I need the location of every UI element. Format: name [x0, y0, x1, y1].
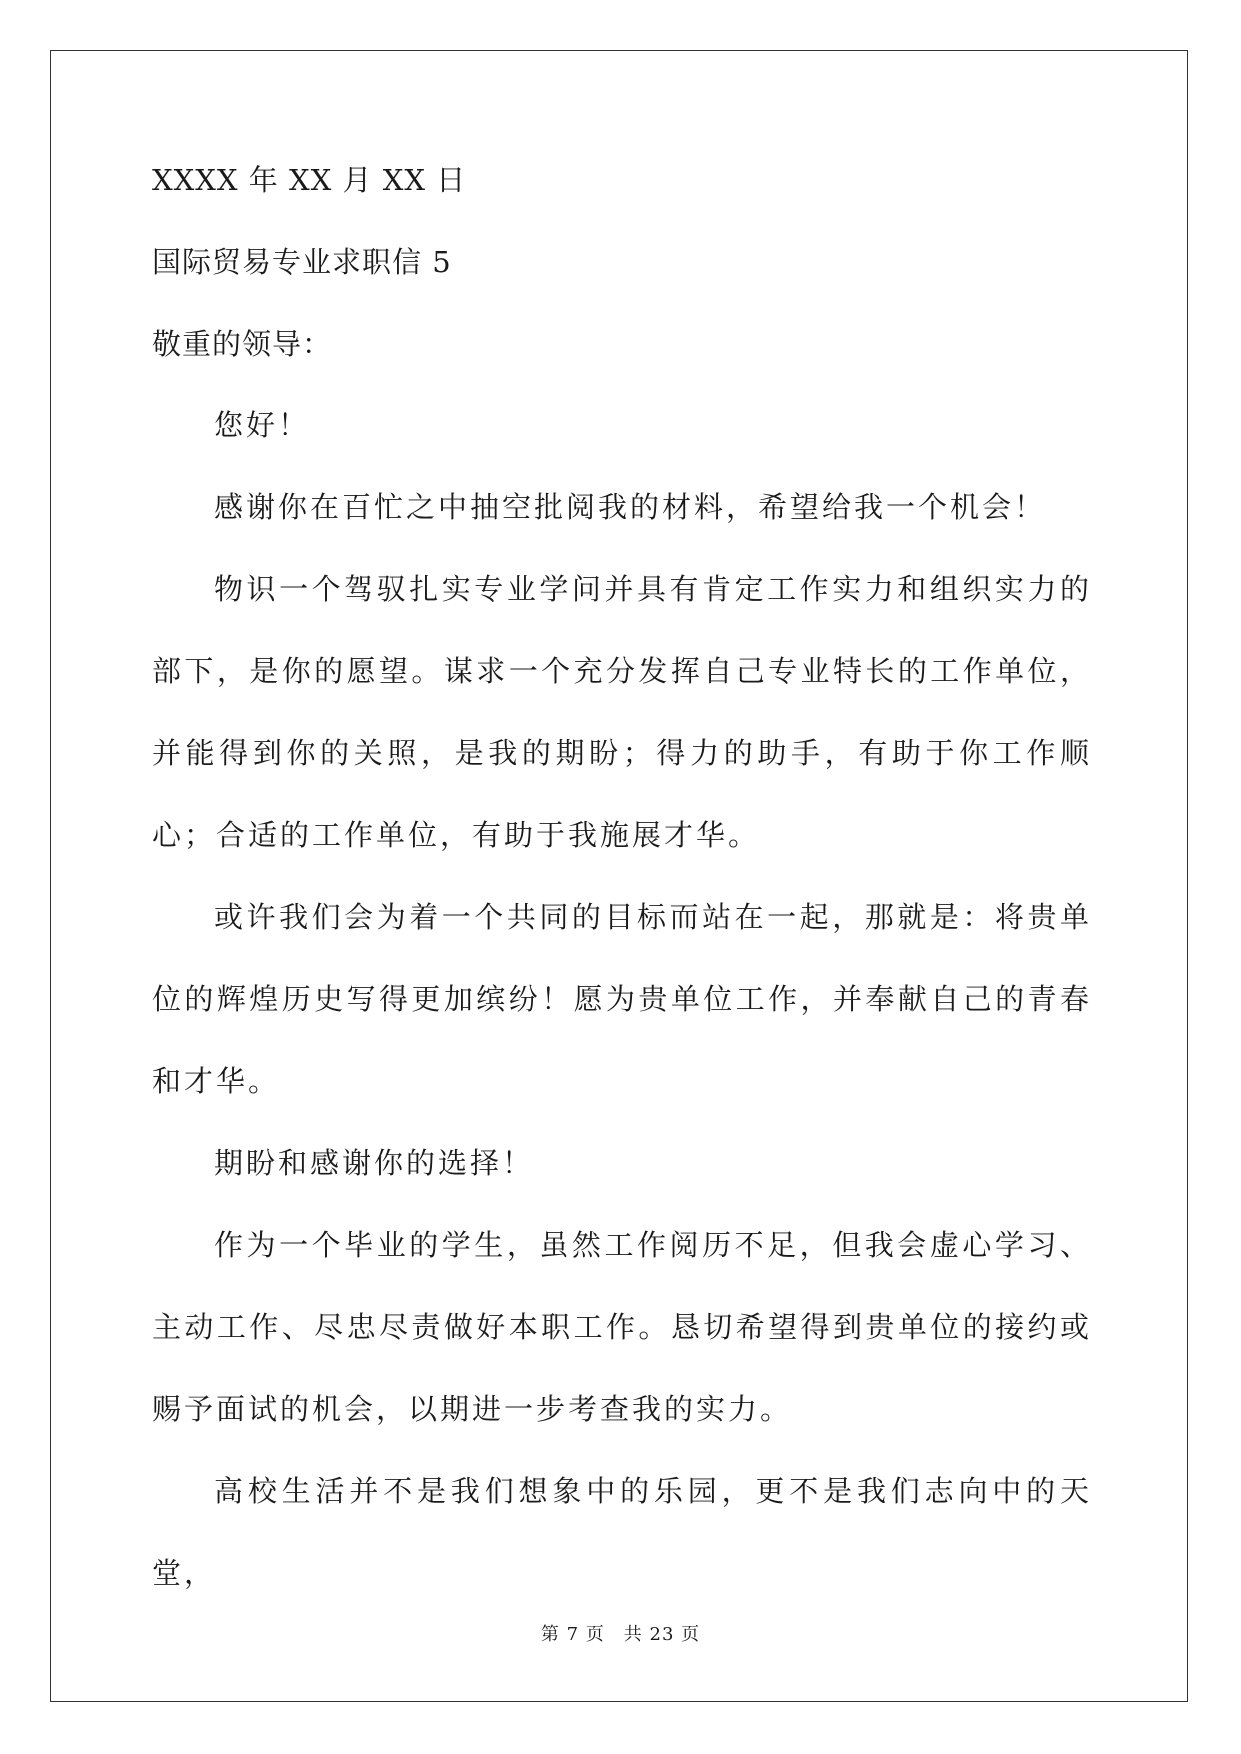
document-title: 国际贸易专业求职信 5 — [152, 245, 452, 279]
paragraph-greeting: 您好！ — [214, 408, 311, 442]
paragraph-thanks: 感谢你在百忙之中抽空批阅我的材料，希望给我一个机会！ — [214, 490, 1047, 524]
paragraph-university-life: 高校生活并不是我们想象中的乐园，更不是我们志向中的天堂， — [152, 1474, 1092, 1590]
paragraph-commitment: 作为一个毕业的学生，虽然工作阅历不足，但我会虚心学习、主动工作、尽忠尽责做好本职工作。恳切希望得到贵单位的接约或赐予面试的机会，以期进一步考查我的实力。 — [152, 1228, 1092, 1426]
paragraph-goal: 或许我们会为着一个共同的目标而站在一起，那就是：将贵单位的辉煌历史写得更加缤纷！愿为贵单位工作，并奉献自己的青春和才华。 — [152, 900, 1092, 1098]
document-body — [152, 160, 1092, 1614]
salutation: 敬重的领导： — [152, 327, 333, 361]
paragraph-wish: 物识一个驾驭扎实专业学问并具有肯定工作实力和组织实力的部下，是你的愿望。谋求一个充分发挥自己专业特长的工作单位，并能得到你的关照，是我的期盼；得力的助手，有助于你工作顺心；合适的工作单位，有助于我施展才华。 — [152, 572, 1092, 852]
letter-date: XXXX 年 XX 月 XX 日 — [152, 163, 467, 197]
page-footer: 第 7 页 共 23 页 — [540, 1624, 701, 1645]
paragraph-expectation: 期盼和感谢你的选择！ — [214, 1146, 535, 1180]
